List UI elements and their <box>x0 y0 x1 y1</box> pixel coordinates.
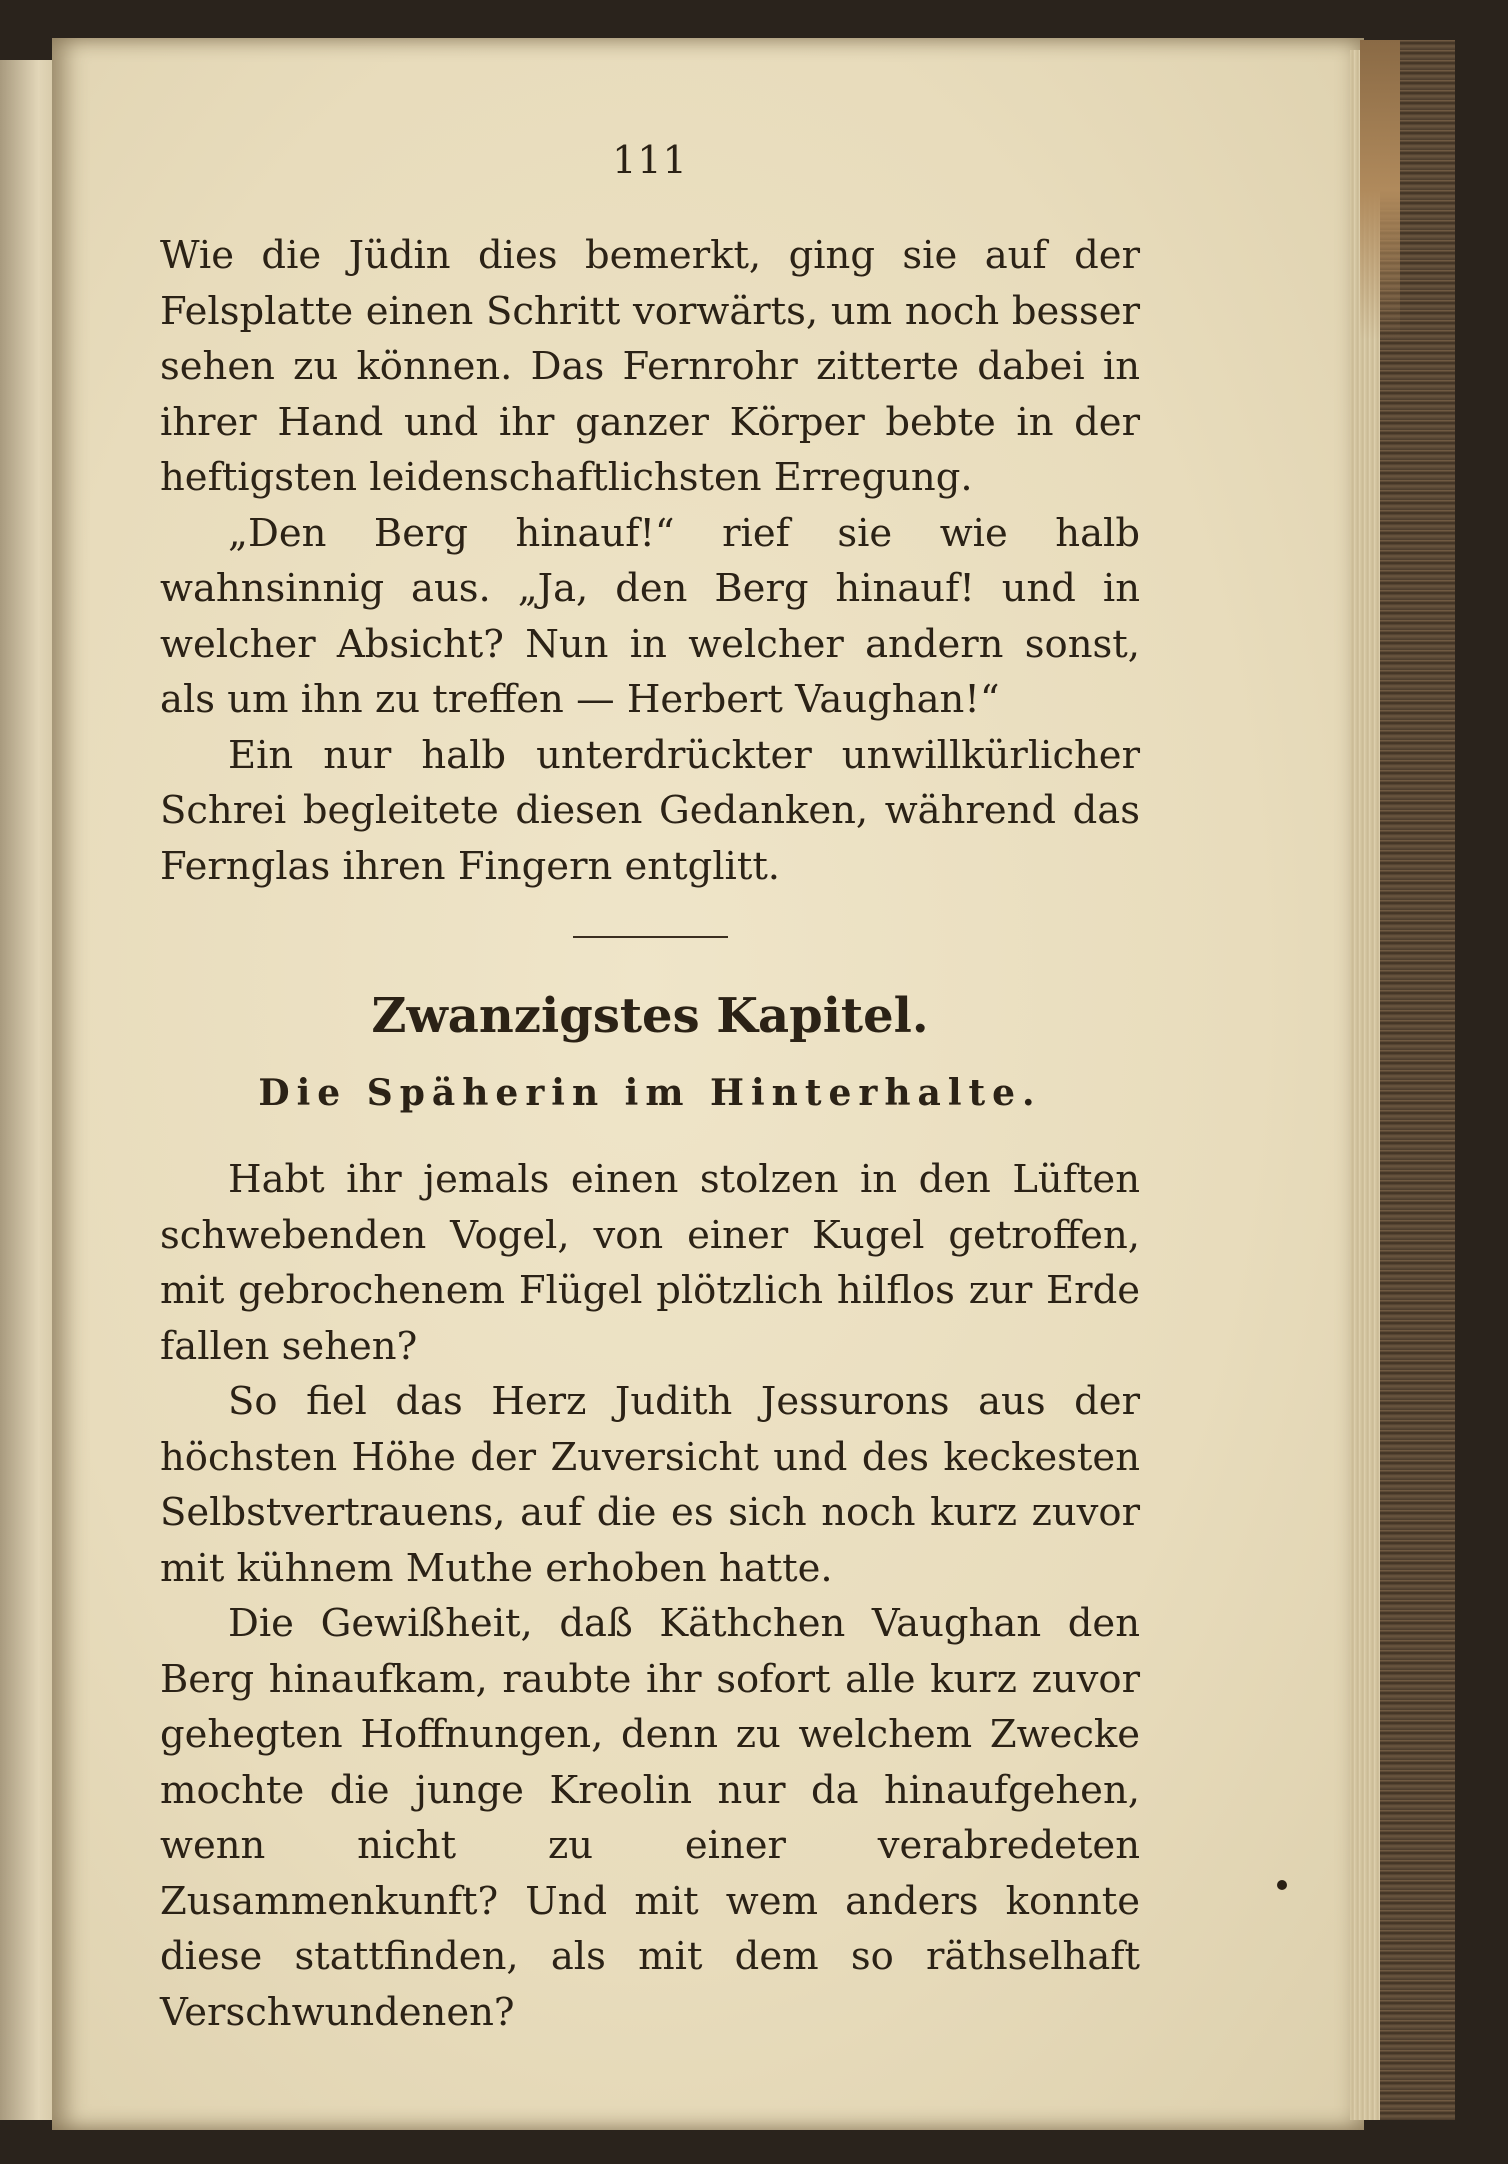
paragraph: Habt ihr jemals einen stolzen in den Lüften schwebenden Vogel, von einer Kugel getroffen, mit gebrochenem Flügel plötzlich hilflos zur Erde fallen sehen? <box>160 1157 1140 1369</box>
paragraph: „Den Berg hinauf!“ rief sie wie halb wahnsinnig aus. „Ja, den Berg hinauf! und in welcher Absicht? Nun in welcher andern sonst, als um ihn zu treffen — Herbert Vaughan!“ <box>160 510 1140 722</box>
paragraph: Die Gewißheit, daß Käthchen Vaughan den Berg hinaufkam, raubte ihr sofort alle kurz zuvor gehegten Hoffnungen, denn zu welchem Zwecke mochte die junge Kreolin nur da hinaufgehen, wenn nicht zu einer verabredeten Zusammenkunft? Und mit wem anders konnte diese stattfinden, als mit dem so räthselhaft Verschwundenen? <box>160 1601 1140 2035</box>
section-divider <box>573 936 728 938</box>
ink-speck <box>1277 1880 1287 1890</box>
page-number: 111 <box>612 138 688 182</box>
paragraph: Wie die Jüdin dies bemerkt, ging sie auf der Felsplatte einen Schritt vorwärts, um noch besser sehen zu können. Das Fernrohr zitterte dabei in ihrer Hand und ihr ganzer Körper bebte in der heftigsten leidenschaftlichsten Erregung. <box>160 233 1140 500</box>
page-fore-edge <box>1350 50 1380 2120</box>
paragraph: Ein nur halb unterdrückter unwillkürlicher Schrei begleitete diesen Gedanken, während das Fernglas ihren Fingern entglitt. <box>160 732 1140 889</box>
chapter-title: Zwanzigstes Kapitel. <box>371 988 929 1044</box>
book-cover-edge <box>1380 40 1455 2120</box>
cover-corner <box>1360 40 1400 340</box>
chapter-subtitle: Die Späherin im Hinterhalte. <box>258 1072 1042 1114</box>
paragraph: So fiel das Herz Judith Jessurons aus der höchsten Höhe der Zuversicht und des keckesten Selbstvertrauens, auf die es sich noch kurz zuvor mit kühnem Muthe erhoben hatte. <box>160 1379 1140 1591</box>
page-text <box>160 138 1140 2040</box>
